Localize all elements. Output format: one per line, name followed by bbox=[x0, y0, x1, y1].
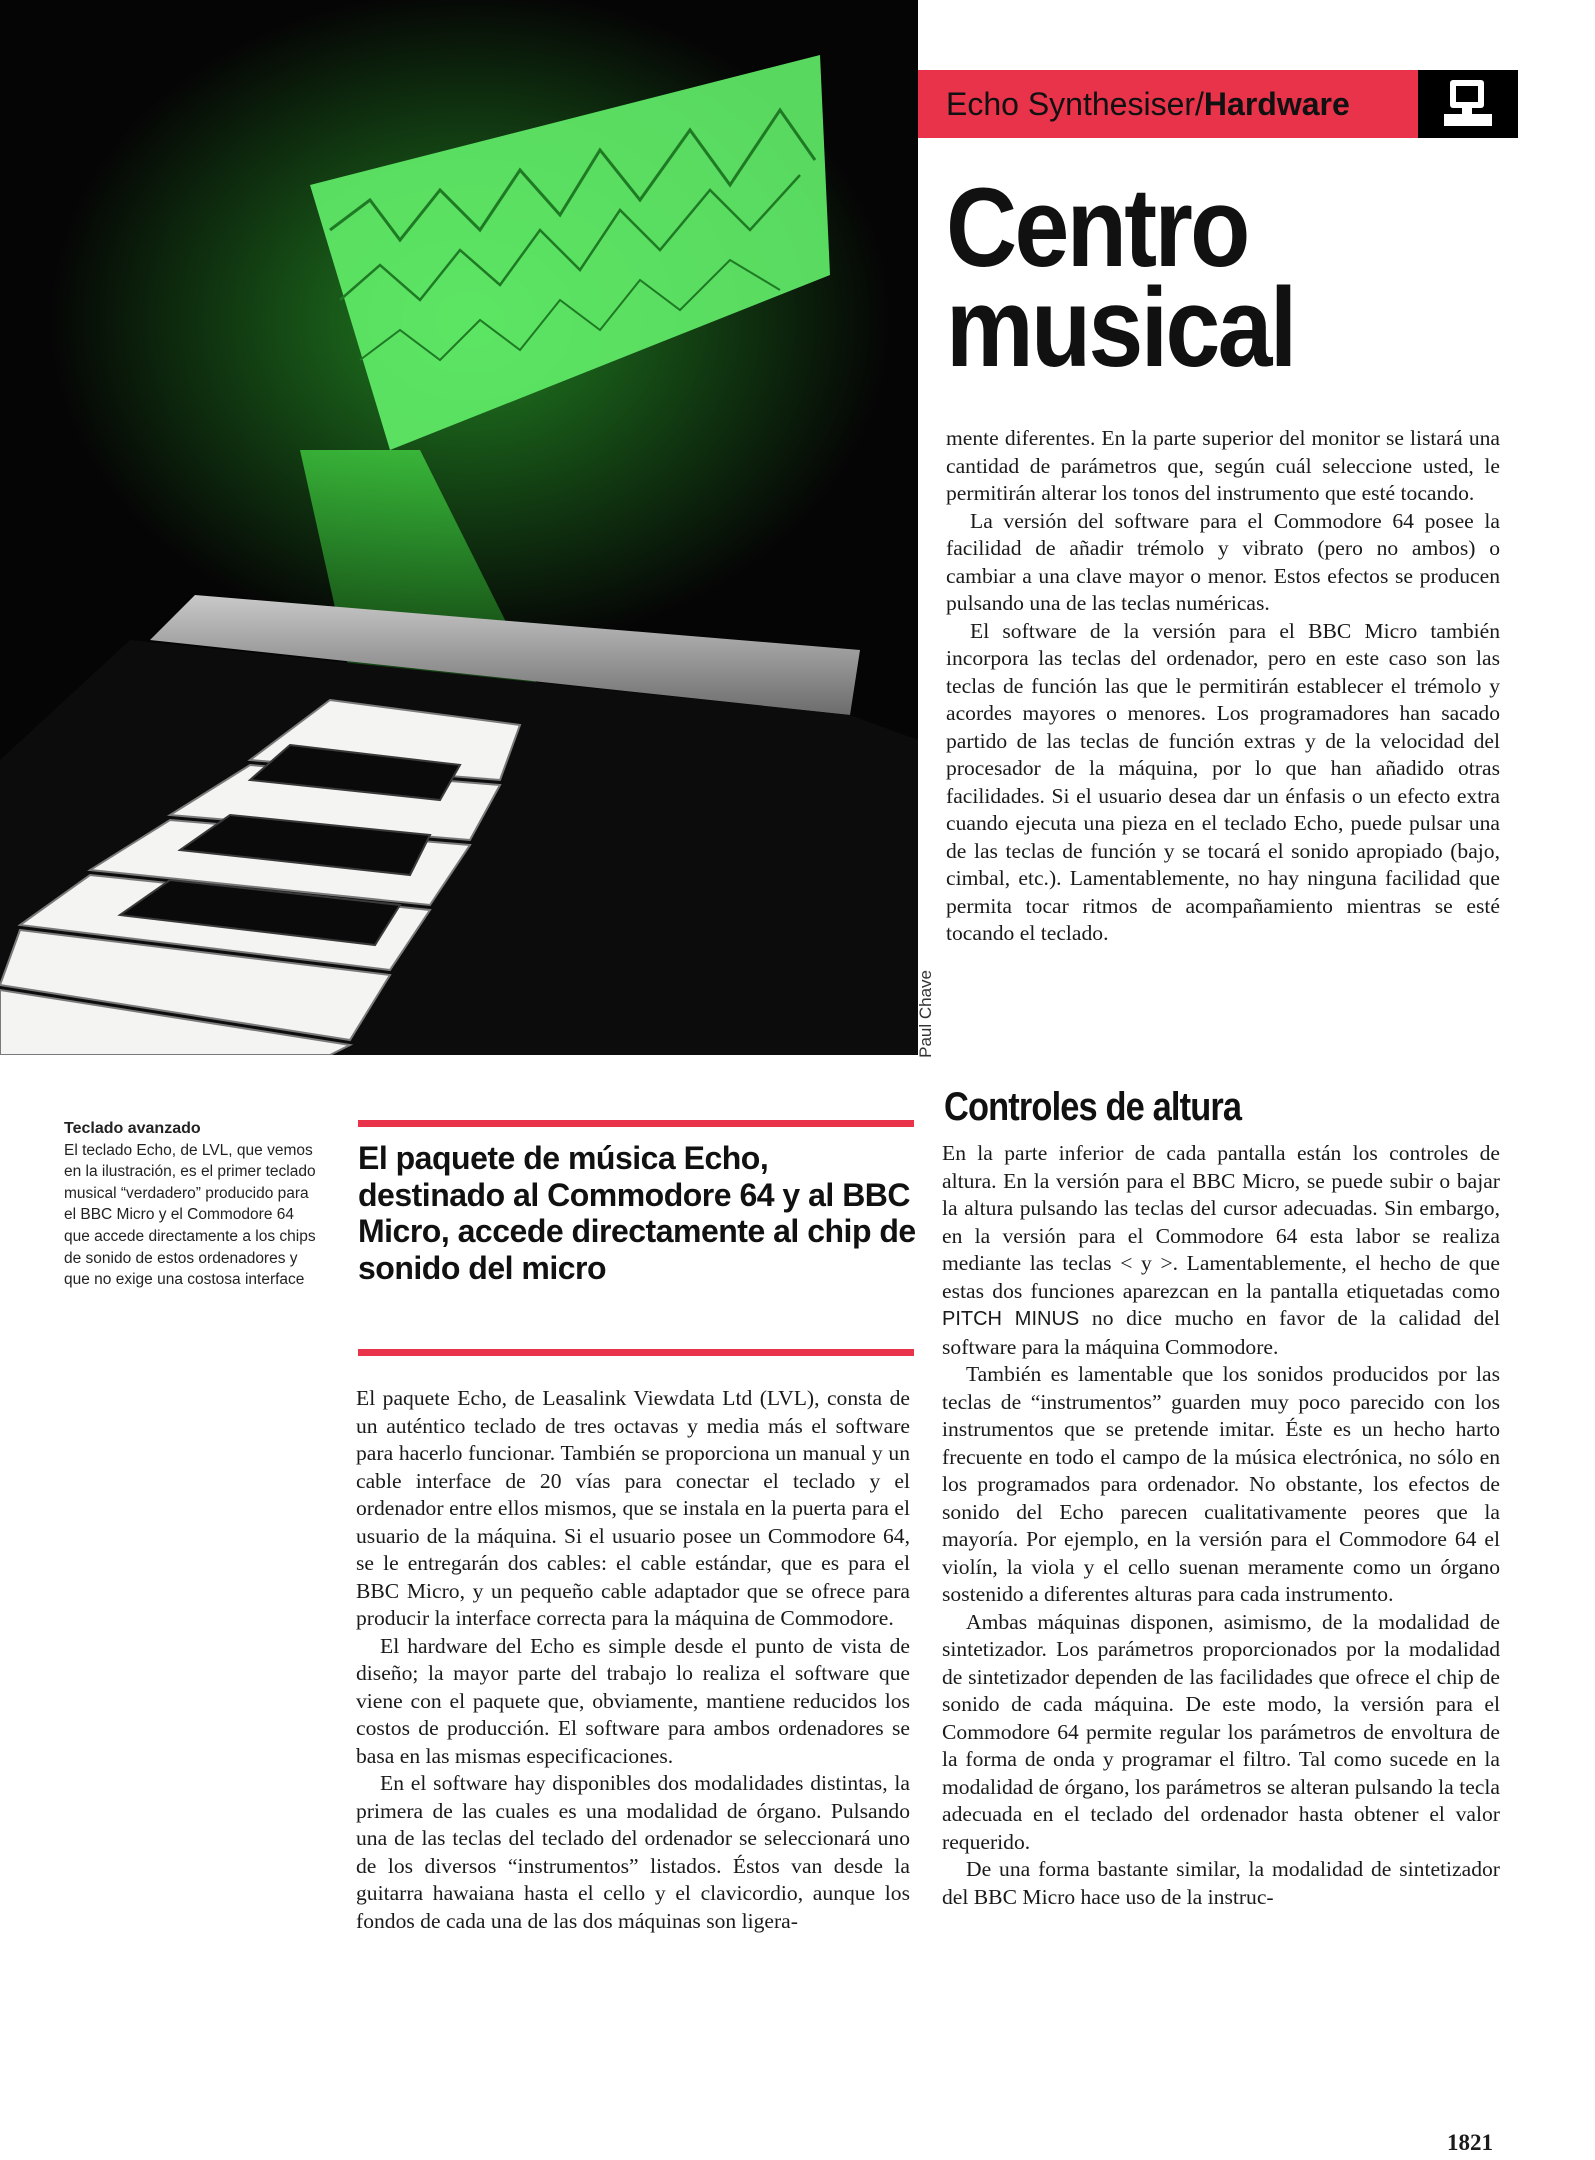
pull-quote-rule-bottom bbox=[358, 1349, 914, 1356]
paragraph-text: En la parte inferior de cada pantalla están los controles de altura. En la versión para el BBC Micro, se puede subir o bajar la altura pulsando las teclas del cursor adecuadas. Sin embargo, en la versión para el Commodore 64 esta labor se realiza mediante las teclas < y >. Lamentablemente, el hecho de que estas dos funciones aparezcan en la pantalla etiquetadas como bbox=[942, 1141, 1500, 1303]
computer-icon bbox=[1438, 76, 1498, 132]
pull-quote-rule-top bbox=[358, 1120, 914, 1127]
article-title bbox=[946, 165, 1546, 390]
keyboard-illustration bbox=[0, 0, 918, 1055]
photo-caption bbox=[64, 1118, 324, 1291]
body-paragraph: El software de la versión para el BBC Micro también incorpora las teclas del ordenador, pero en este caso son las teclas de función las que le permitirán establecer el trémolo y acordes mayores o menores. Los programadores han sacado partido de las teclas de función extras y de la velocidad del procesador de la máquina, por lo que han añadido otras facilidades. Si el usuario desea dar un énfasis o un efecto extra cuando ejecuta una pieza en el teclado Echo, puede pulsar una de las teclas de función y se tocará el sonido apropiado (bajo, cimbal, etc.). Lamentablemente, no hay ninguna facilidad que permita tocar ritmos de acompañamiento mientras se esté tocando el teclado. bbox=[946, 618, 1500, 945]
page-number: 1821 bbox=[1447, 2130, 1493, 2155]
body-paragraph: El hardware del Echo es simple desde el punto de vista de diseño; la mayor parte del trabajo lo realiza el software que viene con el paquete que, obviamente, mantiene reducidos los costos de producción. El software para ambos ordenadores se basa en las mismas especificaciones. bbox=[356, 1633, 910, 1768]
section-title-bold: Hardware bbox=[1203, 86, 1350, 122]
body-paragraph: En el software hay disponibles dos modalidades distintas, la primera de las cuales es una modalidad de órgano. Pulsando una de las teclas del teclado del ordenador se seleccionará uno de los diversos “instrumentos” listados. Éstos van desde la guitarra hawaiana hasta el cello y el clavicordio, aunque los fondos de cada una de las dos máquinas son ligera- bbox=[356, 1771, 910, 1933]
section-icon-box bbox=[1418, 70, 1518, 138]
title-line-1: Centro bbox=[946, 165, 1248, 290]
right-column-bottom bbox=[942, 1140, 1500, 1911]
right-column-top bbox=[946, 425, 1500, 948]
pitch-minus-label: PITCH MINUS bbox=[942, 1308, 1080, 1330]
keyboard-photo bbox=[0, 0, 918, 1055]
body-paragraph: De una forma bastante similar, la modalidad de sintetizador del BBC Micro hace uso de la instruc- bbox=[942, 1857, 1500, 1909]
body-paragraph: mente diferentes. En la parte superior del monitor se listará una cantidad de parámetros que, según cuál seleccione usted, le permitirán alterar los tonos del instrumento que esté tocando. bbox=[946, 426, 1500, 505]
paragraph-text: no dice mucho en favor de la calidad del software para la máquina Commodore. bbox=[942, 1306, 1500, 1359]
body-paragraph: El paquete Echo, de Leasalink Viewdata Ltd (LVL), consta de un auténtico teclado de tres octavas y media más el software para hacerlo funcionar. También se proporciona un manual y un cable interface de 20 vías para conectar el teclado y el ordenador entre ellos mismos, que se instala en la puerta para el usuario de la máquina. Si el usuario posee un Commodore 64, se le entregarán dos cables: el cable estándar, que es para el BBC Micro, y un pequeño cable adaptador que se ofrece para producir la interface correcta para la máquina de Commodore. bbox=[356, 1386, 910, 1630]
middle-column bbox=[356, 1385, 910, 1935]
title-line-2: musical bbox=[946, 265, 1295, 390]
caption-title: Teclado avanzado bbox=[64, 1120, 201, 1137]
subheading: Controles de altura bbox=[944, 1085, 1242, 1129]
caption-text: El teclado Echo, de LVL, que vemos en la ilustración, es el primer teclado musical “verdadero” producido para el BBC Micro y el Commodore 64 que accede directamente a los chips de sonido de estos ordenadores y que no exige una costosa interface bbox=[64, 1141, 316, 1289]
section-title-light: Echo Synthesiser/ bbox=[946, 86, 1204, 122]
body-paragraph: Ambas máquinas disponen, asimismo, de la modalidad de sintetizador. Los parámetros proporcionados por la modalidad de sintetizador dependen de las facilidades que ofrece el chip de sonido de cada máquina. De este modo, la versión para el Commodore 64 permite regular los parámetros de envoltura de la forma de onda y programar el filtro. Tal como sucede en la modalidad de órgano, los parámetros se alteran pulsando la tecla adecuada en el teclado del ordenador hasta obtener el valor requerido. bbox=[942, 1609, 1500, 1854]
body-paragraph: También es lamentable que los sonidos producidos por las teclas de “instrumentos” guarden muy poco parecido con los instrumentos que se pretende imitar. Éste es un hecho harto frecuente en todo el campo de la música electrónica, no sólo en los programados para ordenador. No obstante, los efectos de sonido del Echo parecen cualitativamente peores que la mayoría. Por ejemplo, en la versión para el Commodore 64 el violín, la viola y el cello suenan meramente como un órgano sostenido a diferentes alturas para cada instrumento. bbox=[942, 1362, 1500, 1606]
body-paragraph: La versión del software para el Commodore 64 posee la facilidad de añadir trémolo y vibrato (pero no ambos) o cambiar a una clave mayor o menor. Estos efectos se producen pulsando una de las teclas numéricas. bbox=[946, 508, 1500, 615]
section-header bbox=[918, 70, 1418, 138]
body-paragraph bbox=[942, 1140, 1500, 1361]
pull-quote: El paquete de música Echo, destinado al Commodore 64 y al BBC Micro, accede directamente al chip de sonido del micro bbox=[358, 1140, 916, 1286]
photo-credit: Paul Chave bbox=[916, 970, 935, 1058]
